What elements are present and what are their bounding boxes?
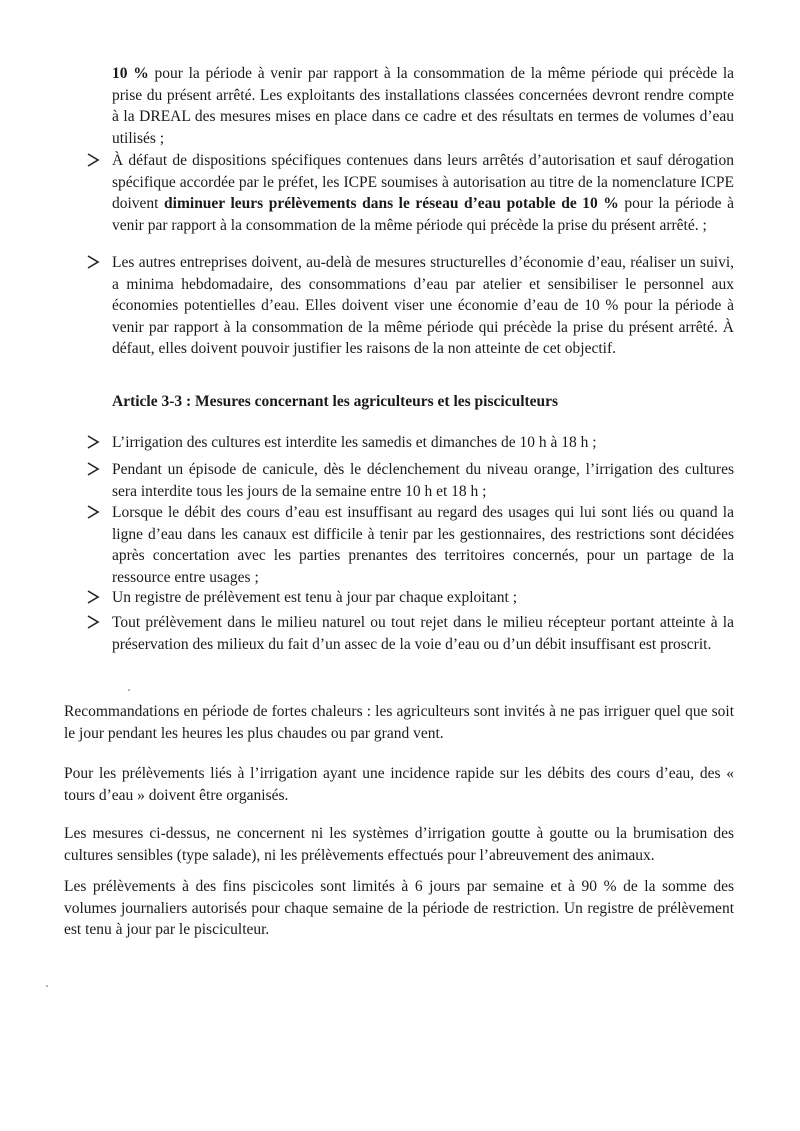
- arrow-bullet-icon: [86, 504, 100, 520]
- scan-speck: [128, 689, 130, 691]
- bold-percentage: 10 %: [112, 65, 149, 82]
- bullet-text: Lorsque le débit des cours d’eau est insuffisant au regard des usages qui lui sont liés ou quand la ligne d’eau dans les canaux est difficile à tenir par les gestionnaires, des restrictions sont décidées après concertation avec les parties prenantes des territoires concernés, pour un partage de la ressource entre usages ;: [112, 504, 734, 586]
- arrow-bullet-icon: [86, 589, 100, 605]
- bullet-text-lead: Les autres entreprises doivent, au-delà de mesures structurelles d’économie d’eau, réaliser un suivi, a minima hebdomadaire, des consommations d’eau par atelier et sensibiliser le personnel aux économies potentielles d’eau. Elles doivent viser une économie d’eau de 10 % pour la période à venir par rapport à la consommation de la même période qui précède la prise du présent arrêté. À défaut, elles doivent pouvoir justifier les raisons de la non atteinte de cet objectif.: [112, 254, 734, 357]
- bullet-text-tail: pour la période à venir par rapport à la consommation de la même période qui précède la prise du présent arrêté. ;: [112, 195, 734, 234]
- article-heading: Article 3-3 : Mesures concernant les agriculteurs et les pisciculteurs: [112, 393, 559, 410]
- bullet-text: [112, 150, 734, 236]
- arrow-bullet-icon: [86, 152, 100, 168]
- continuation-text: pour la période à venir par rapport à la consommation de la même période qui précède la prise du présent arrêté. Les exploitants des installations classées concernées devront rendre compte à la DREAL des mesures mises en place dans ce cadre et des résultats en termes de volumes d’eau utilisés ;: [112, 65, 735, 147]
- continuation-paragraph: [112, 63, 734, 149]
- bullet-text-lead: À défaut de dispositions spécifiques contenues dans leurs arrêtés d’autorisation et sauf dérogation spécifique accordée par le préfet, les ICPE soumises à autorisation au titre de la nomenclature ICPE doivent: [112, 152, 734, 212]
- bullet-text: Un registre de prélèvement est tenu à jour par chaque exploitant ;: [112, 589, 517, 606]
- arrow-bullet-icon: [86, 434, 100, 450]
- arrow-bullet-icon: [86, 254, 100, 270]
- paragraph-recommendations: Recommandations en période de fortes chaleurs : les agriculteurs sont invités à ne pas irriguer quel que soit le jour pendant les heures les plus chaudes ou par grand vent.: [64, 703, 734, 742]
- bullet-text: Tout prélèvement dans le milieu naturel ou tout rejet dans le milieu récepteur portant atteinte à la préservation des milieux du fait d’un assec de la voie d’eau ou d’un débit insuffisant est proscrit.: [112, 614, 734, 653]
- paragraph-piscicoles: Les prélèvements à des fins piscicoles sont limités à 6 jours par semaine et à 90 % de la somme des volumes journaliers autorisés pour chaque semaine de la période de restriction. Un registre de prélèvement est tenu à jour par le pisciculteur.: [64, 878, 734, 938]
- paragraph-tours-d-eau: Pour les prélèvements liés à l’irrigation ayant une incidence rapide sur les débits des cours d’eau, des « tours d’eau » doivent être organisés.: [64, 765, 734, 804]
- bullet-text: L’irrigation des cultures est interdite les samedis et dimanches de 10 h à 18 h ;: [112, 434, 597, 451]
- scan-speck: [46, 985, 48, 987]
- bullet-text: Pendant un épisode de canicule, dès le déclenchement du niveau orange, l’irrigation des cultures sera interdite tous les jours de la semaine entre 10 h et 18 h ;: [112, 461, 734, 500]
- arrow-bullet-icon: [86, 461, 100, 477]
- arrow-bullet-icon: [86, 614, 100, 630]
- paragraph-exclusions: Les mesures ci-dessus, ne concernent ni les systèmes d’irrigation goutte à goutte ou la brumisation des cultures sensibles (type salade), ni les prélèvements effectués pour l’abreuvement des animaux.: [64, 825, 734, 864]
- bullet-text: [112, 252, 734, 360]
- bullet-text-bold: diminuer leurs prélèvements dans le réseau d’eau potable de 10 %: [164, 195, 619, 212]
